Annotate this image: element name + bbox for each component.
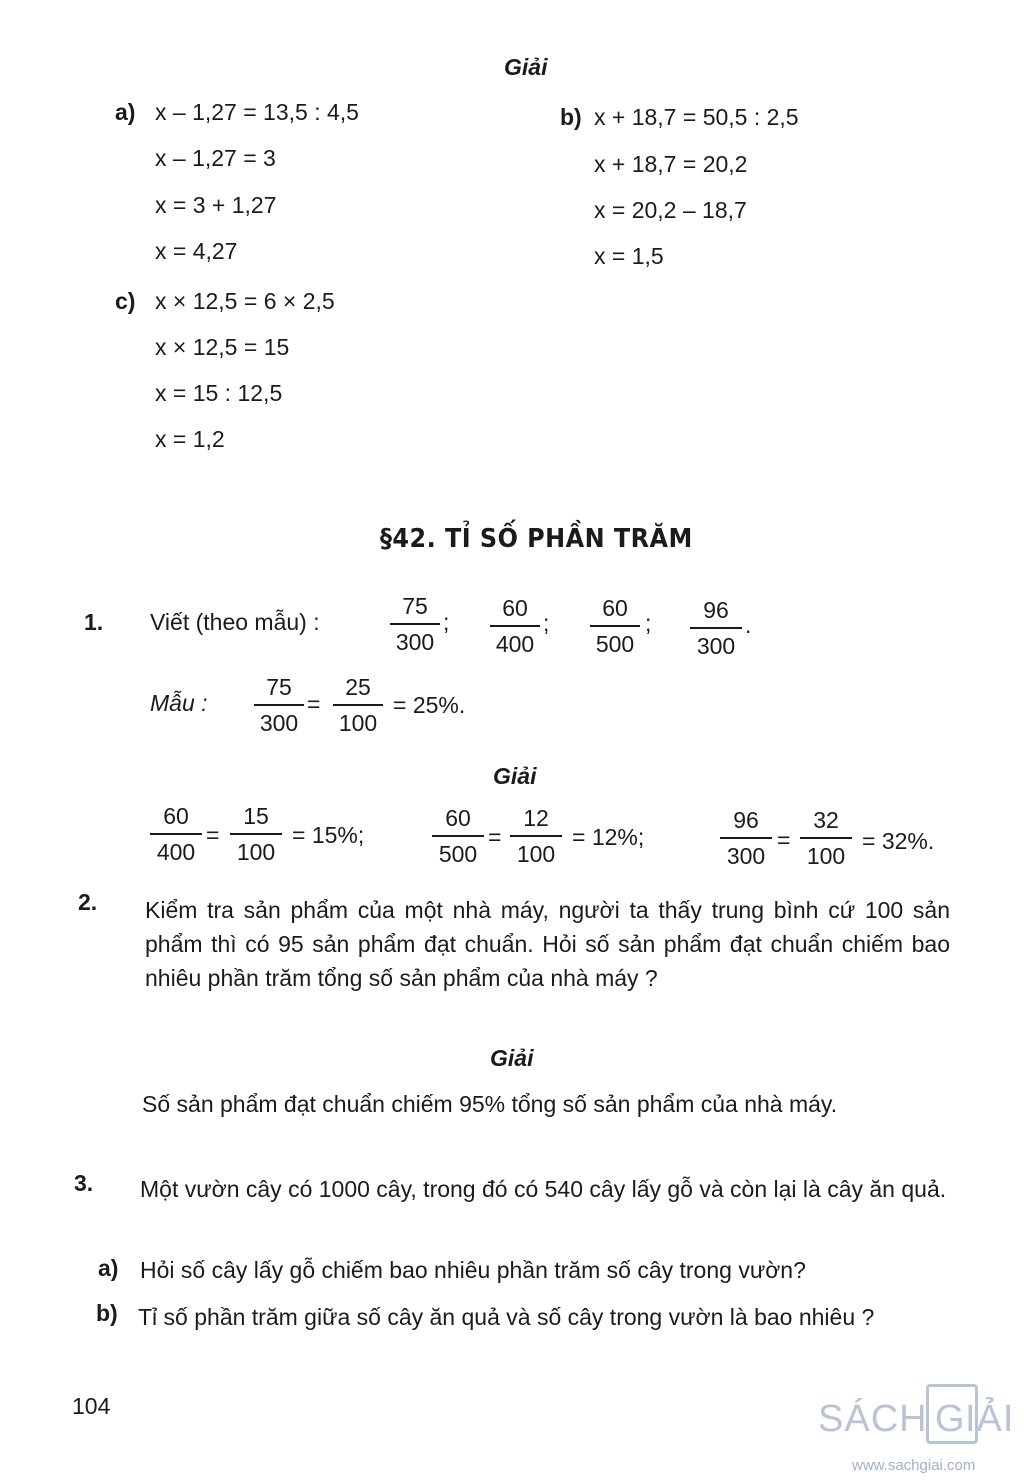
top-giai-heading: Giải [504, 54, 548, 80]
part-b-line-2: x + 18,7 = 20,2 [594, 151, 748, 177]
part-b-label: b) [560, 104, 582, 130]
numerator: 96 [703, 597, 729, 623]
ex1-answer-1-right [230, 802, 282, 866]
denominator: 100 [338, 709, 378, 736]
numerator: 60 [445, 805, 471, 831]
numerator: 60 [602, 595, 628, 621]
watermark-brand-left: SÁCH [818, 1398, 928, 1440]
fraction-bar [254, 704, 304, 706]
denominator: 100 [806, 842, 846, 869]
fraction-bar [390, 623, 440, 625]
ex3-text: Một vườn cây có 1000 cây, trong đó có 540 cây lấy gỗ và còn lại là cây ăn quả. [140, 1176, 947, 1202]
ex1-number: 1. [84, 609, 104, 635]
ex1-answer-1-result: = 15%; [292, 822, 365, 848]
fraction-bar [720, 837, 772, 839]
ex1-answer-2-result: = 12%; [572, 824, 645, 850]
section-title: §42. TỈ SỐ PHẦN TRĂM [380, 524, 693, 554]
mau-equals: = [307, 691, 321, 717]
denominator: 500 [595, 630, 635, 657]
numerator: 32 [813, 807, 839, 833]
ex1-answer-2-left [432, 804, 484, 868]
ex1-fraction-3 [590, 594, 640, 658]
denominator: 400 [156, 838, 196, 865]
page-number: 104 [72, 1393, 111, 1419]
ex1-answer-3-left [720, 806, 772, 870]
numerator: 12 [523, 805, 549, 831]
part-b-line-4: x = 1,5 [594, 243, 664, 269]
part-a-line-2: x – 1,27 = 3 [155, 145, 276, 171]
fraction-bar [490, 625, 540, 627]
denominator: 300 [259, 709, 299, 736]
denominator: 300 [696, 632, 736, 659]
ex3-b-text: Tỉ số phần trăm giữa số cây ăn quả và số cây trong vườn là bao nhiêu ? [138, 1304, 875, 1330]
numerator: 60 [502, 595, 528, 621]
mau-fraction-right [333, 673, 383, 737]
ex2-text: Kiểm tra sản phẩm của một nhà máy, người ta thấy trung bình cứ 100 sản phẩm thì có 95 sản phẩm đạt chuẩn. Hỏi số sản phẩm đạt chuẩn chiếm bao nhiêu phần trăm tổng số sản phẩm của nhà máy ? [145, 897, 950, 991]
fraction-bar [230, 833, 282, 835]
mau-result: = 25%. [393, 692, 466, 718]
ex3-a-text: Hỏi số cây lấy gỗ chiếm bao nhiêu phần trăm số cây trong vườn? [140, 1257, 806, 1283]
part-b-line-1: x + 18,7 = 50,5 : 2,5 [594, 104, 799, 130]
fraction-bar [150, 833, 202, 835]
numerator: 25 [345, 674, 371, 700]
numerator: 60 [163, 803, 189, 829]
part-a-label: a) [115, 99, 136, 125]
part-a-line-3: x = 3 + 1,27 [155, 192, 277, 218]
part-a-line-4: x = 4,27 [155, 238, 238, 264]
ex1-fraction-4 [690, 596, 742, 660]
numerator: 75 [266, 674, 292, 700]
ex1-separator-4: . [745, 612, 752, 638]
ex1-answer-2-equals: = [488, 824, 502, 850]
numerator: 96 [733, 807, 759, 833]
part-a-line-1: x – 1,27 = 13,5 : 4,5 [155, 99, 359, 125]
ex1-answer-3-equals: = [777, 827, 791, 853]
part-c-label: c) [115, 288, 136, 314]
ex1-separator-1: ; [443, 609, 450, 635]
ex1-giai-heading: Giải [493, 763, 537, 789]
ex2-number: 2. [78, 889, 98, 915]
ex1-fraction-2 [490, 594, 540, 658]
ex1-prompt: Viết (theo mẫu) : [150, 609, 320, 635]
mau-fraction-left [254, 673, 304, 737]
denominator: 500 [438, 840, 478, 867]
part-c-line-3: x = 15 : 12,5 [155, 380, 283, 406]
ex3-number: 3. [74, 1170, 94, 1196]
mau-label: Mẫu : [150, 690, 208, 716]
ex2-giai-heading: Giải [490, 1045, 534, 1071]
ex1-answer-3-right [800, 806, 852, 870]
watermark-brand-g: G [935, 1398, 966, 1440]
numerator: 75 [402, 593, 428, 619]
ex1-answer-1-equals: = [206, 822, 220, 848]
fraction-bar [432, 835, 484, 837]
fraction-bar [590, 625, 640, 627]
ex3-b-label: b) [96, 1300, 118, 1326]
ex3-a-label: a) [98, 1255, 119, 1281]
part-c-line-1: x × 12,5 = 6 × 2,5 [155, 288, 335, 314]
denominator: 100 [236, 838, 276, 865]
fraction-bar [800, 837, 852, 839]
denominator: 300 [395, 628, 435, 655]
ex1-answer-3-result: = 32%. [862, 828, 935, 854]
fraction-bar [690, 627, 742, 629]
watermark-url: www.sachgiai.com [852, 1457, 976, 1474]
part-b-line-3: x = 20,2 – 18,7 [594, 197, 747, 223]
part-c-line-4: x = 1,2 [155, 426, 225, 452]
ex1-separator-2: ; [543, 610, 550, 636]
ex2-answer: Số sản phẩm đạt chuẩn chiếm 95% tổng số sản phẩm của nhà máy. [142, 1091, 838, 1117]
ex1-answer-1-left [150, 802, 202, 866]
watermark-brand-right: IẢI [965, 1398, 1015, 1440]
denominator: 100 [516, 840, 556, 867]
ex1-fraction-1 [390, 592, 440, 656]
denominator: 400 [495, 630, 535, 657]
ex1-answer-2-right [510, 804, 562, 868]
numerator: 15 [243, 803, 269, 829]
fraction-bar [510, 835, 562, 837]
denominator: 300 [726, 842, 766, 869]
fraction-bar [333, 704, 383, 706]
part-c-line-2: x × 12,5 = 15 [155, 334, 290, 360]
ex1-separator-3: ; [645, 610, 652, 636]
